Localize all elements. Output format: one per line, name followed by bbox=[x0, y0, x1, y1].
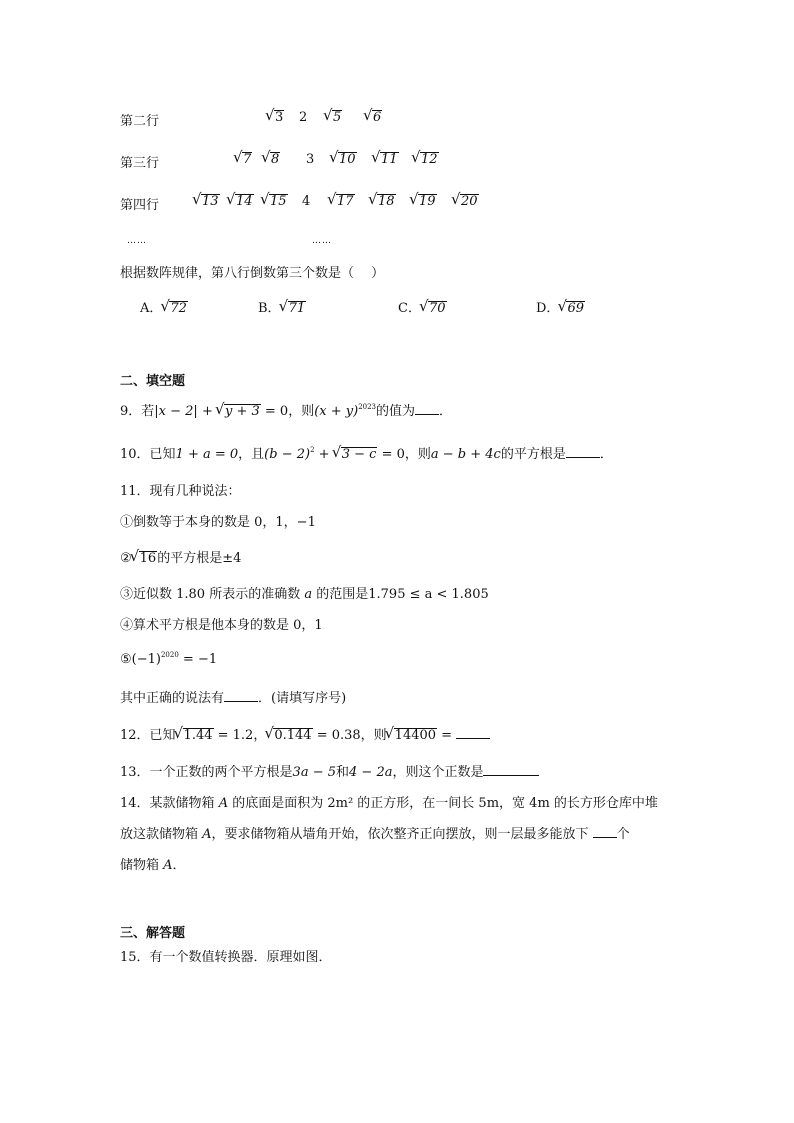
row-2-item-2: 2 bbox=[299, 110, 308, 125]
question-15: 15．有一个数值转换器．原理如图． bbox=[120, 950, 332, 965]
q11-statement-1: ①倒数等于本身的数是 0，1，−1 bbox=[120, 515, 316, 530]
option-a: A．√ 72 bbox=[140, 297, 188, 316]
row-3-label: 第三行 bbox=[120, 156, 160, 171]
q11-statement-2: ②√ 16的平方根是±4 bbox=[120, 547, 241, 566]
row-4-item-5: √ 17 bbox=[329, 194, 355, 209]
ellipsis-right: …… bbox=[312, 236, 332, 246]
row-4-item-4: 4 bbox=[302, 194, 311, 209]
question-14-line-3: 储物箱 A． bbox=[120, 858, 186, 873]
q11-statement-5: $⑤(-1)^{2020} = -1$ bbox=[120, 651, 218, 667]
row-4-item-7: √ 19 bbox=[411, 194, 437, 209]
question-14-line-1: 14．某款储物箱 A 的底面是面积为 2m² 的正方形，在一间长 5m，宽 4m 的长方形仓库中堆 bbox=[120, 796, 658, 811]
q13-blank[interactable] bbox=[483, 775, 539, 776]
q11-statement-4: ④算术平方根是他本身的数是 0，1 bbox=[120, 618, 323, 633]
question-13: 13．一个正数的两个平方根是3a − 5和4 − 2a，则这个正数是 bbox=[120, 761, 539, 780]
row-3-item-3: 3 bbox=[306, 152, 315, 167]
q11-blank[interactable] bbox=[224, 701, 258, 702]
q9-blank[interactable] bbox=[415, 414, 439, 415]
row-3-item-4: √ 10 bbox=[331, 152, 357, 167]
row-2-item-3: √ 5 bbox=[325, 110, 342, 125]
row-4-label: 第四行 bbox=[120, 198, 160, 213]
row-3-item-1: √ 7 bbox=[235, 152, 252, 167]
row-2-item-1: √ 3 bbox=[267, 110, 284, 125]
matrix-question: 根据数阵规律，第八行倒数第三个数是（ ） bbox=[120, 266, 385, 281]
row-4-item-3: √ 15 bbox=[262, 194, 288, 209]
option-b: B．√ 71 bbox=[258, 297, 306, 316]
row-2-item-4: √ 6 bbox=[365, 110, 382, 125]
question-11-intro: 11．现有几种说法： bbox=[120, 484, 241, 499]
q11-ask: 其中正确的说法有 ．(请填写序号) bbox=[120, 691, 347, 706]
q14-blank[interactable] bbox=[593, 837, 617, 838]
row-2-label: 第二行 bbox=[120, 114, 160, 129]
row-4-item-2: √ 14 bbox=[228, 194, 254, 209]
section-3-title: 三、解答题 bbox=[120, 926, 186, 941]
option-d: D．√ 69 bbox=[536, 297, 585, 316]
row-4-item-8: √ 20 bbox=[453, 194, 479, 209]
row-3-item-5: √ 11 bbox=[373, 152, 399, 167]
row-4-item-6: √ 18 bbox=[370, 194, 396, 209]
q10-blank[interactable] bbox=[566, 457, 600, 458]
q11-statement-3: ③近似数 1.80 所表示的准确数 a 的范围是1.795 ≤ a < 1.805 bbox=[120, 587, 489, 602]
q12-blank[interactable] bbox=[456, 738, 490, 739]
row-3-item-6: √ 12 bbox=[413, 152, 439, 167]
question-9: 9．若|x − 2| + √ y + 3 = 0，则$(x + y)^{2023}$的值为 ． bbox=[120, 400, 452, 419]
question-10: 10．已知1 + a = 0，且$(b - 2)^2$ + √ 3 − c = 0，则a − b + 4c的平方根是 ． bbox=[120, 443, 613, 462]
question-14-line-2: 放这款储物箱 A，要求储物箱从墙角开始，依次整齐正向摆放，则一层最多能放下 个 bbox=[120, 827, 630, 842]
question-12: 12．已知√ 1.44 = 1.2，√ 0.144 = 0.38，则√ 14400 = bbox=[120, 724, 490, 743]
ellipsis-left: …… bbox=[127, 236, 147, 246]
row-4-item-1: √ 13 bbox=[194, 194, 220, 209]
section-2-title: 二、填空题 bbox=[120, 374, 186, 389]
option-c: C．√ 70 bbox=[398, 297, 447, 316]
row-3-item-2: √ 8 bbox=[263, 152, 280, 167]
